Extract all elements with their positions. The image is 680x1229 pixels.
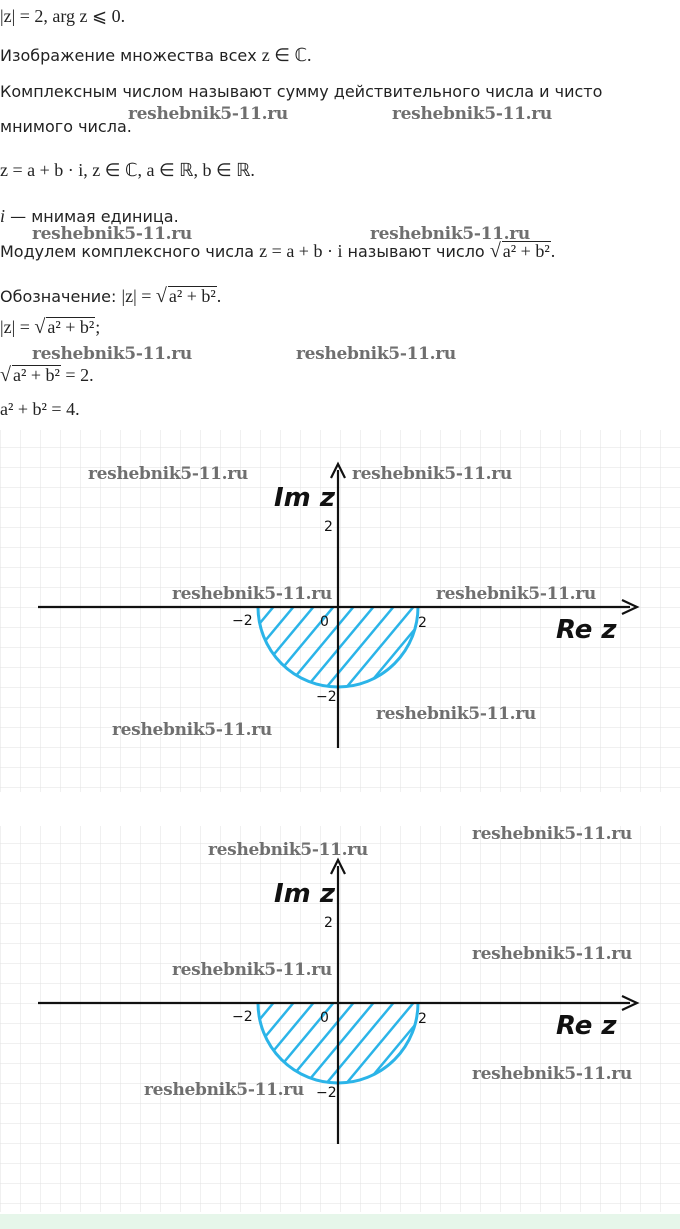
- watermark: reshebnik5-11.ru: [32, 224, 192, 244]
- step-1: [0, 317, 100, 337]
- watermark: reshebnik5-11.ru: [208, 840, 368, 860]
- step1-root: a² + b²: [47, 317, 95, 337]
- notation-root: a² + b²: [168, 286, 216, 306]
- modulus-root: a² + b²: [502, 241, 550, 261]
- complex-plane-figure-1: [0, 430, 680, 792]
- watermark: reshebnik5-11.ru: [172, 960, 332, 980]
- watermark: reshebnik5-11.ru: [436, 584, 596, 604]
- radical-sign: √: [155, 285, 167, 307]
- modulus-expr: z = a + b · i: [259, 241, 343, 261]
- formula: z = a + b · i, z ∈ ℂ, a ∈ ℝ, b ∈ ℝ.: [0, 160, 255, 180]
- y-axis-label: Im z: [274, 483, 335, 513]
- prompt-line: [0, 45, 312, 66]
- condition-text: |z| = 2, arg z ⩽ 0.: [0, 6, 126, 26]
- watermark: reshebnik5-11.ru: [376, 704, 536, 724]
- y-axis-label: Im z: [274, 879, 335, 909]
- step2-root: a² + b²: [12, 365, 60, 385]
- origin-label: 0: [320, 1010, 329, 1026]
- notation-expr: |z| =: [121, 286, 156, 306]
- prompt-set: z ∈ ℂ.: [261, 45, 312, 65]
- watermark: reshebnik5-11.ru: [112, 720, 272, 740]
- watermark: reshebnik5-11.ru: [472, 1064, 632, 1084]
- footer-strip: [0, 1214, 680, 1229]
- step2-tail: = 2.: [60, 365, 94, 385]
- radical-sign: √: [34, 316, 46, 338]
- watermark: reshebnik5-11.ru: [472, 824, 632, 844]
- x-axis-label: Re z: [556, 1011, 617, 1041]
- notation-line: Обозначение: |z| = √ a² + b².: [0, 285, 222, 307]
- tick-x-right: 2: [418, 1011, 427, 1027]
- notation-prefix: Обозначение:: [0, 287, 122, 306]
- complex-plane: [0, 430, 680, 792]
- x-axis-label: Re z: [556, 615, 617, 645]
- watermark: reshebnik5-11.ru: [296, 344, 456, 364]
- imaginary-unit-text: — мнимая единица.: [5, 207, 179, 226]
- definition-line-1: Комплексным числом называют сумму действительного числа и чисто: [0, 82, 603, 101]
- watermark: reshebnik5-11.ru: [32, 344, 192, 364]
- modulus-prefix: Модулем комплексного числа: [0, 242, 260, 261]
- step1-tail: ;: [95, 317, 101, 337]
- modulus-line: Модулем комплексного числа z = a + b · i называют число √ a² + b².: [0, 240, 556, 262]
- watermark: reshebnik5-11.ru: [370, 224, 530, 244]
- watermark: reshebnik5-11.ru: [472, 944, 632, 964]
- radical-sign: √: [489, 240, 501, 262]
- complex-plane: [0, 826, 680, 1212]
- tick-y-top: 2: [324, 915, 333, 931]
- watermark: reshebnik5-11.ru: [144, 1080, 304, 1100]
- tick-x-left: −2: [232, 613, 253, 629]
- tick-x-left: −2: [232, 1009, 253, 1025]
- watermark: reshebnik5-11.ru: [88, 464, 248, 484]
- tick-y-top: 2: [324, 519, 333, 535]
- watermark: reshebnik5-11.ru: [352, 464, 512, 484]
- definition-line-2: мнимого числа.: [0, 117, 132, 136]
- imaginary-unit-symbol: i: [0, 206, 6, 226]
- step-3: a² + b² = 4.: [0, 399, 80, 419]
- tick-y-bottom: −2: [316, 689, 337, 705]
- watermark: reshebnik5-11.ru: [128, 104, 288, 124]
- watermark: reshebnik5-11.ru: [392, 104, 552, 124]
- tick-y-bottom: −2: [316, 1085, 337, 1101]
- step1-lhs: |z| =: [0, 317, 35, 337]
- prompt-prefix: Изображение множества всех: [0, 46, 262, 65]
- radical-sign: √: [0, 364, 11, 386]
- modulus-middle: называют число: [342, 242, 490, 261]
- origin-label: 0: [320, 614, 329, 630]
- watermark: reshebnik5-11.ru: [172, 584, 332, 604]
- condition: [0, 6, 125, 26]
- step-2: [0, 365, 94, 385]
- complex-plane-figure-2: [0, 826, 680, 1212]
- tick-x-right: 2: [418, 615, 427, 631]
